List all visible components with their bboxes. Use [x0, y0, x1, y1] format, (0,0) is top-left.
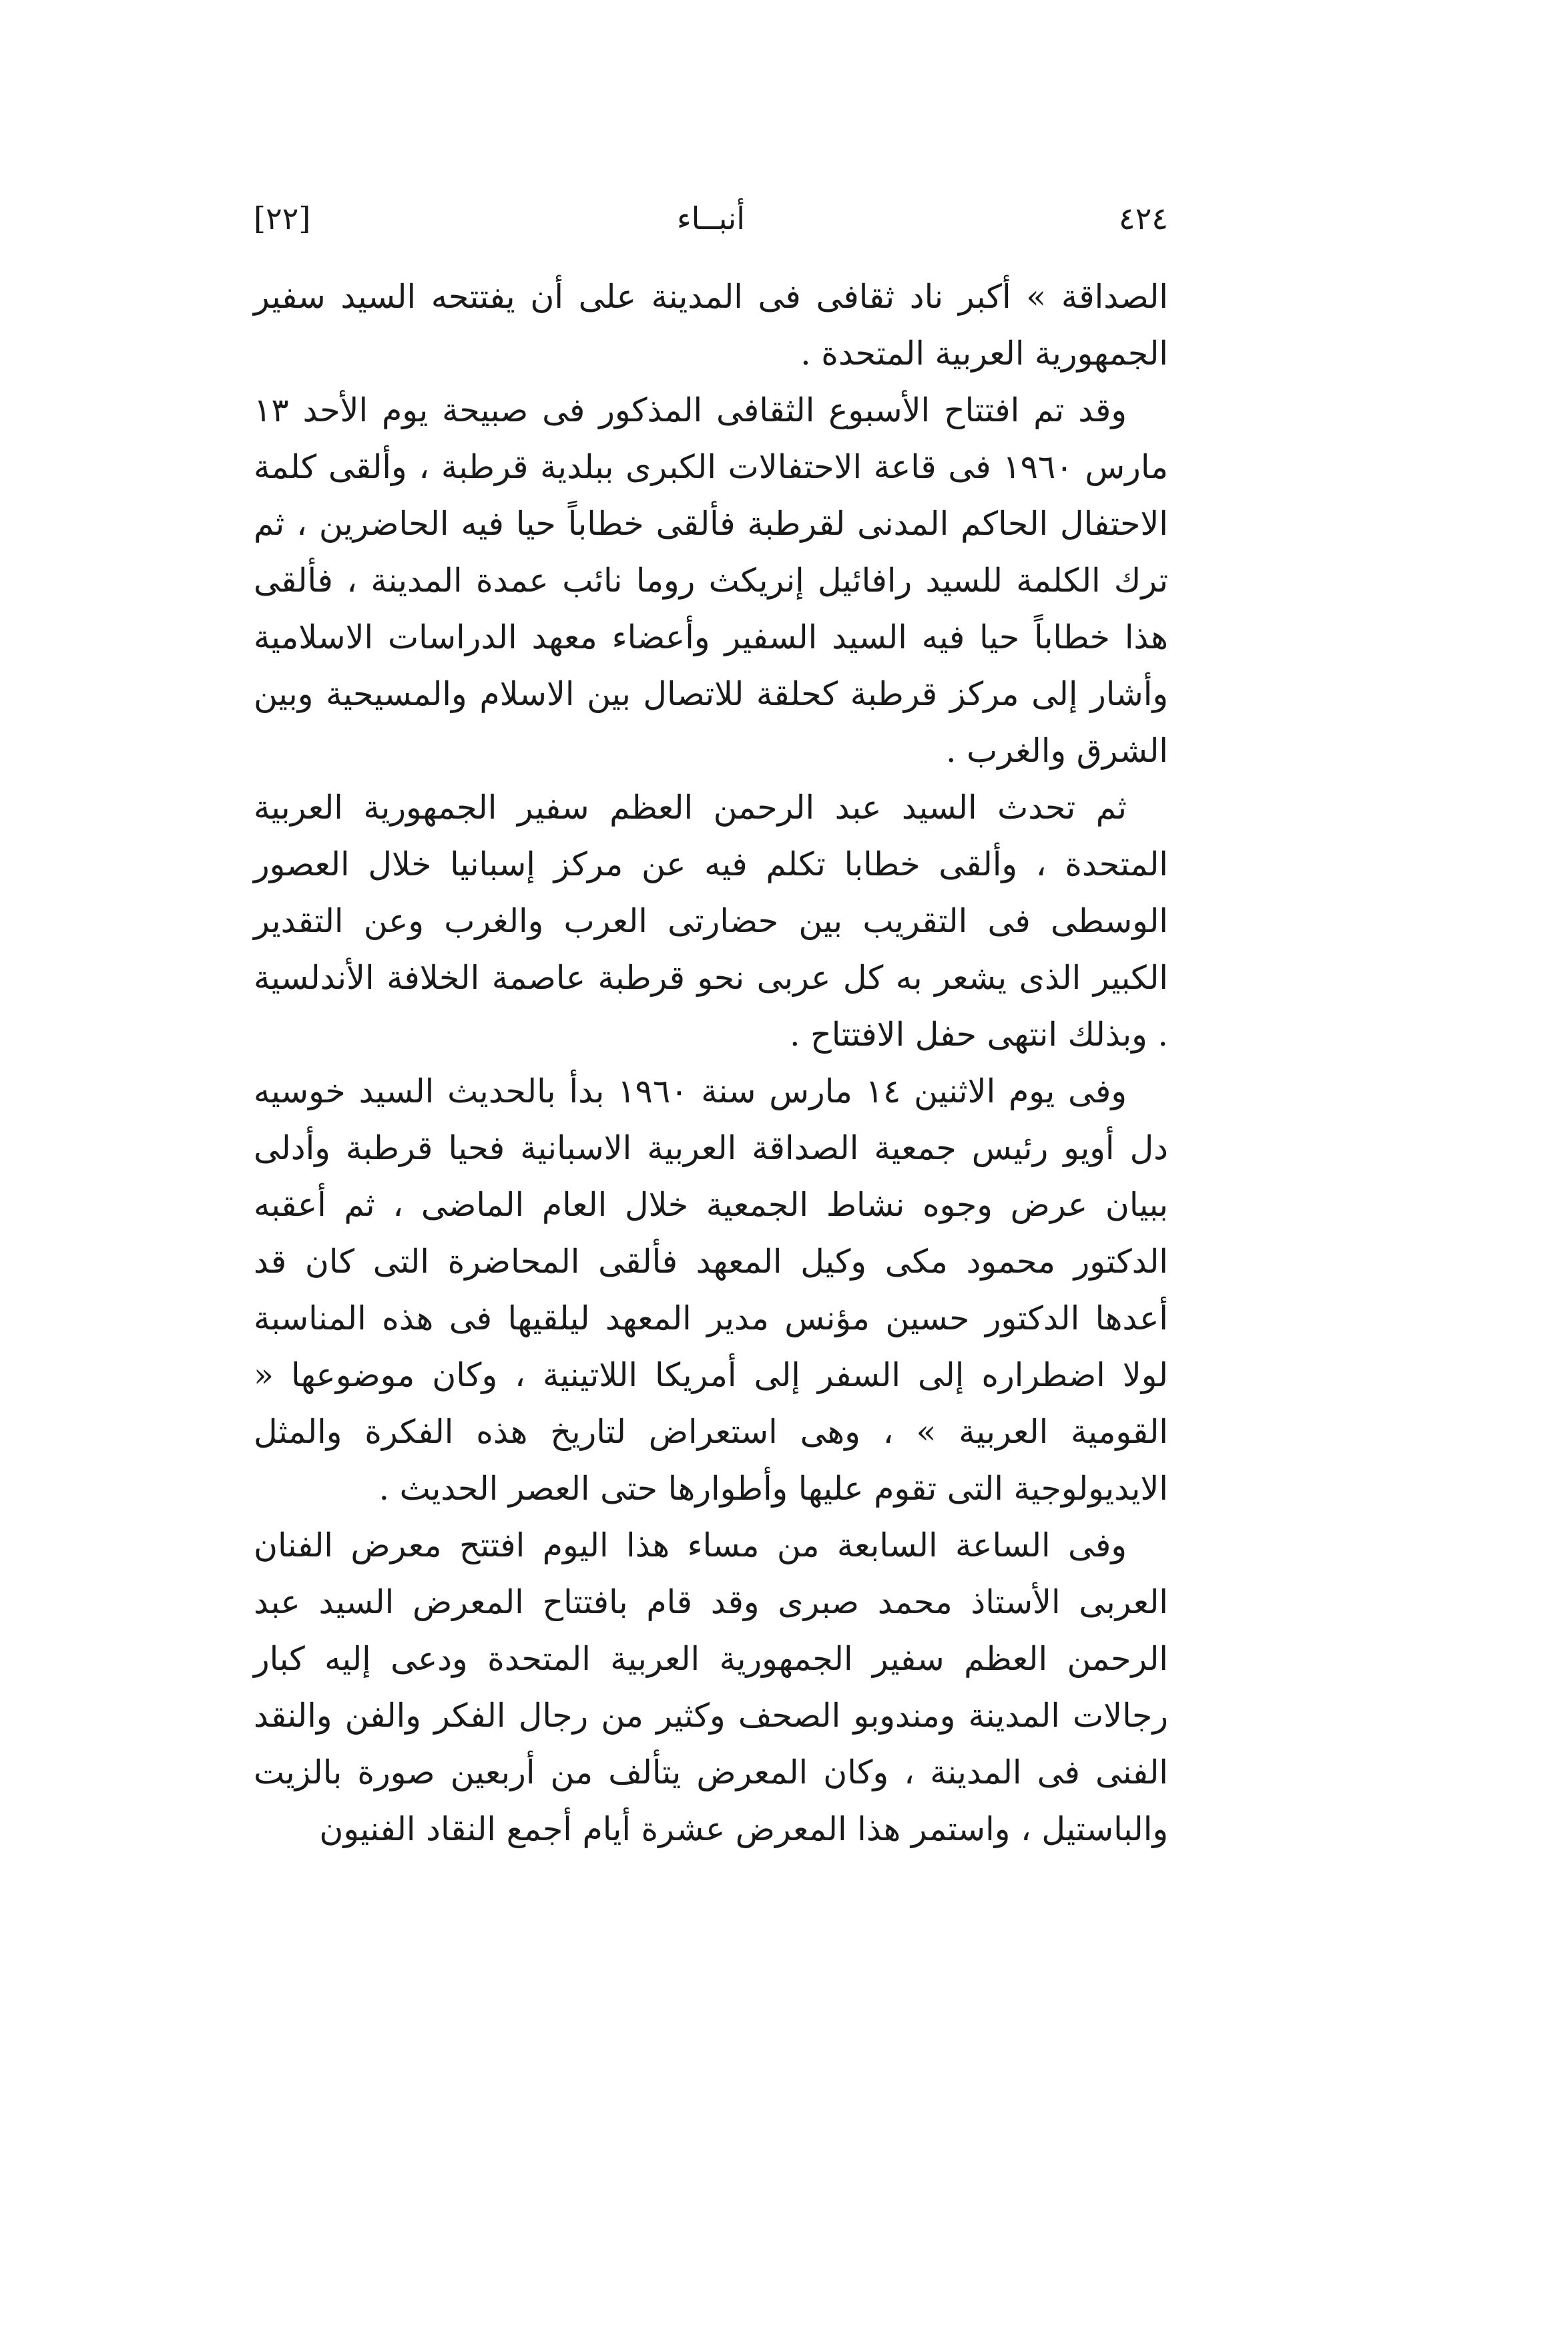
running-head [254, 194, 1168, 247]
paragraph: الصداقة » أكبر ناد ثقافى فى المدينة على أن يفتتحه السيد سفير الجمهورية العربية المتحدة . [254, 278, 1168, 373]
book-page [254, 194, 1168, 1848]
paragraph: وفى الساعة السابعة من مساء هذا اليوم افتتح معرض الفنان العربى الأستاذ محمد صبرى وقد قام بافتتاح المعرض السيد عبد الرحمن العظم سفير الجمهورية العربية المتحدة ودعى إليه كبار رجالات المدينة ومندوبو الصحف وكثير من رجال الفكر والفن والنقد الفنى فى المدينة ، وكان المعرض يتألف من أربعين صورة بالزيت والباستيل ، واستمر هذا المعرض عشرة أيام أجمع النقاد الفنيون [254, 1526, 1168, 1848]
section-number: [٢٢] [254, 200, 311, 236]
running-title: أنبــاء [676, 200, 746, 236]
paragraph: وقد تم افتتاح الأسبوع الثقافى المذكور فى صبيحة يوم الأحد ١٣ مارس ١٩٦٠ فى قاعة الاحتفالات الكبرى ببلدية قرطبة ، وألقى كلمة الاحتفال الحاكم المدنى لقرطبة فألقى خطاباً حيا فيه الحاضرين ، ثم ترك الكلمة للسيد رافائيل إنريكث روما نائب عمدة المدينة ، فألقى هذا خطاباً حيا فيه السيد السفير وأعضاء معهد الدراسات الاسلامية وأشار إلى مركز قرطبة كحلقة للاتصال بين الاسلام والمسيحية وبين الشرق والغرب . [254, 391, 1168, 770]
paragraph: وفى يوم الاثنين ١٤ مارس سنة ١٩٦٠ بدأ بالحديث السيد خوسيه دل أويو رئيس جمعية الصداقة العربية الاسبانية فحيا قرطبة وأدلى ببيان عرض وجوه نشاط الجمعية خلال العام الماضى ، ثم أعقبه الدكتور محمود مكى وكيل المعهد فألقى المحاضرة التى كان قد أعدها الدكتور حسين مؤنس مدير المعهد ليلقيها فى هذه المناسبة لولا اضطراره إلى السفر إلى أمريكا اللاتينية ، وكان موضوعها « القومية العربية » ، وهى استعراض لتاريخ هذه الفكرة والمثل الايديولوجية التى تقوم عليها وأطوارها حتى العصر الحديث . [254, 1072, 1168, 1508]
page-number: ٤٢٤ [1118, 200, 1168, 236]
body-text [254, 268, 1168, 1858]
paragraph: ثم تحدث السيد عبد الرحمن العظم سفير الجمهورية العربية المتحدة ، وألقى خطابا تكلم فيه عن مركز إسبانيا خلال العصور الوسطى فى التقريب بين حضارتى العرب والغرب وعن التقدير الكبير الذى يشعر به كل عربى نحو قرطبة عاصمة الخلافة الأندلسية . وبذلك انتهى حفل الافتتاح . [254, 789, 1168, 1054]
